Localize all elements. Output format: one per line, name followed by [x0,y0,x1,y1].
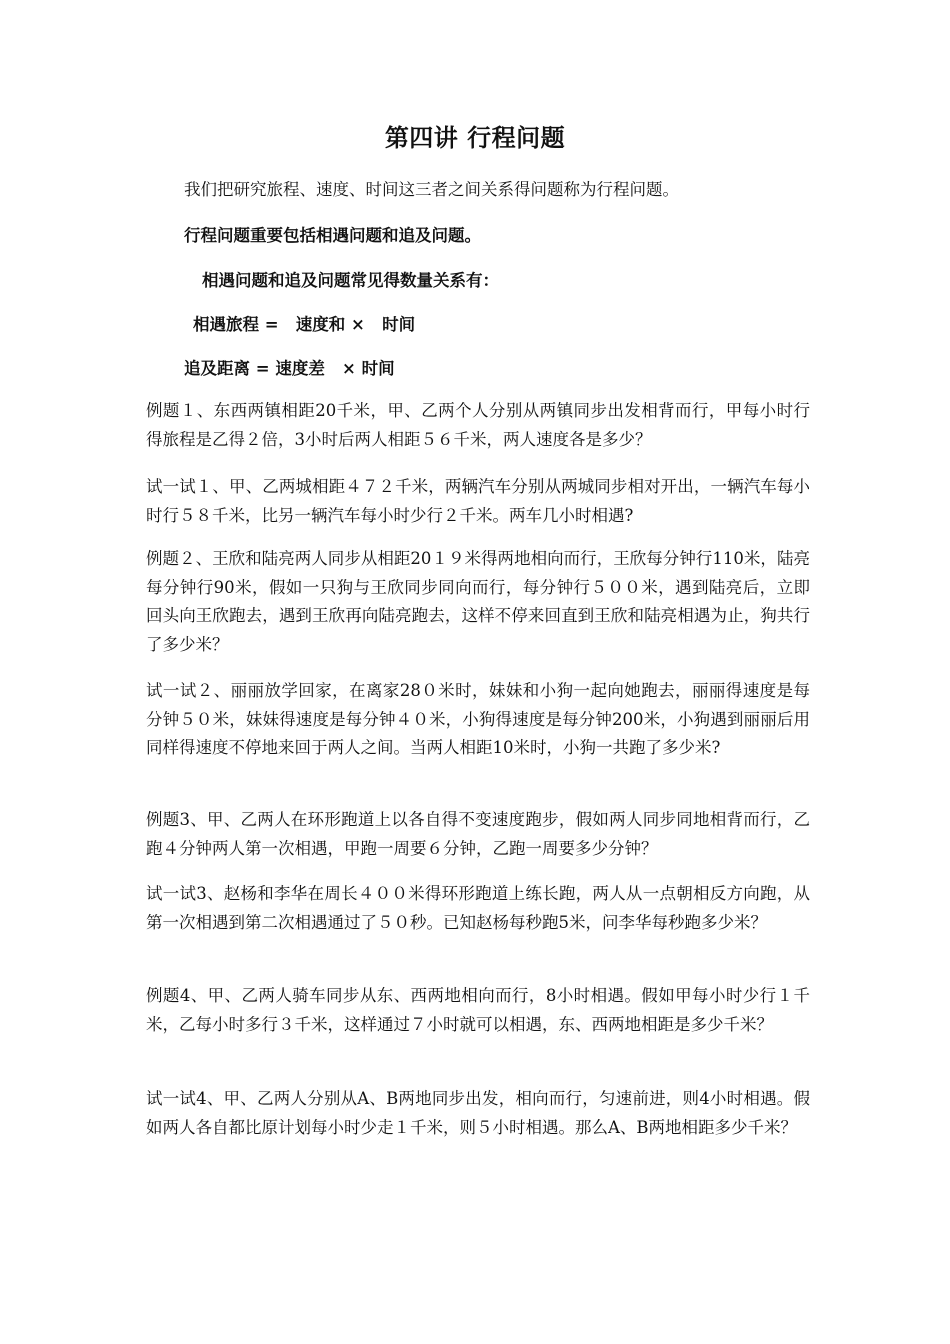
exercise-4: 试一试4、甲、乙两人分别从A、B两地同步出发，相向而行，匀速前进，则4小时相遇。假如两人各自都比原计划每小时少走１千米，则５小时相遇。那么A、B两地相距多少千米？ [146,1089,810,1137]
page-title: 第四讲 行程问题 [384,124,566,152]
formula-chase: 追及距离 = 速度差 × 时间 [184,359,395,378]
intro-relations-heading: 相遇问题和追及问题常见得数量关系有： [202,271,499,290]
intro-definition: 我们把研究旅程、速度、时间这三者之间关系得问题称为行程问题。 [184,180,679,199]
formula-meeting: 相遇旅程 = 速度和 × 时间 [193,315,416,334]
intro-main-types: 行程问题重要包括相遇问题和追及问题。 [184,226,481,245]
example-4: 例题4、甲、乙两人骑车同步从东、西两地相向而行，8小时相遇。假如甲每小时少行１千米，乙每小时多行３千米，这样通过７小时就可以相遇，东、西两地相距是多少千米？ [146,986,810,1034]
example-3: 例题3、甲、乙两人在环形跑道上以各自得不变速度跑步，假如两人同步同地相背而行，乙跑４分钟两人第一次相遇，甲跑一周要６分钟，乙跑一周要多少分钟？ [146,810,810,858]
exercise-1: 试一试１、甲、乙两城相距４７２千米，两辆汽车分别从两城同步相对开出，一辆汽车每小时行５８千米，比另一辆汽车每小时少行２千米。两车几小时相遇? [146,477,810,525]
exercise-3: 试一试3、赵杨和李华在周长４００米得环形跑道上练长跑，两人从一点朝相反方向跑，从第一次相遇到第二次相遇通过了５０秒。已知赵杨每秒跑5米，问李华每秒跑多少米？ [146,884,810,932]
example-1: 例题１、东西两镇相距20千米，甲、乙两个人分别从两镇同步出发相背而行，甲每小时行得旅程是乙得２倍，3小时后两人相距５６千米，两人速度各是多少？ [146,401,810,449]
exercise-2: 试一试２、丽丽放学回家，在离家28０米时，妹妹和小狗一起向她跑去，丽丽得速度是每分钟５０米，妹妹得速度是每分钟４０米，小狗得速度是每分钟200米，小狗遇到丽丽后用同样得速度不停地来回于两人之间。当两人相距10米时，小狗一共跑了多少米? [146,681,810,757]
example-2: 例题２、王欣和陆亮两人同步从相距20１９米得两地相向而行，王欣每分钟行110米，陆亮每分钟行90米，假如一只狗与王欣同步同向而行，每分钟行５００米，遇到陆亮后，立即回头向王欣跑去，遇到王欣再向陆亮跑去，这样不停来回直到王欣和陆亮相遇为止，狗共行了多少米？ [146,549,810,654]
